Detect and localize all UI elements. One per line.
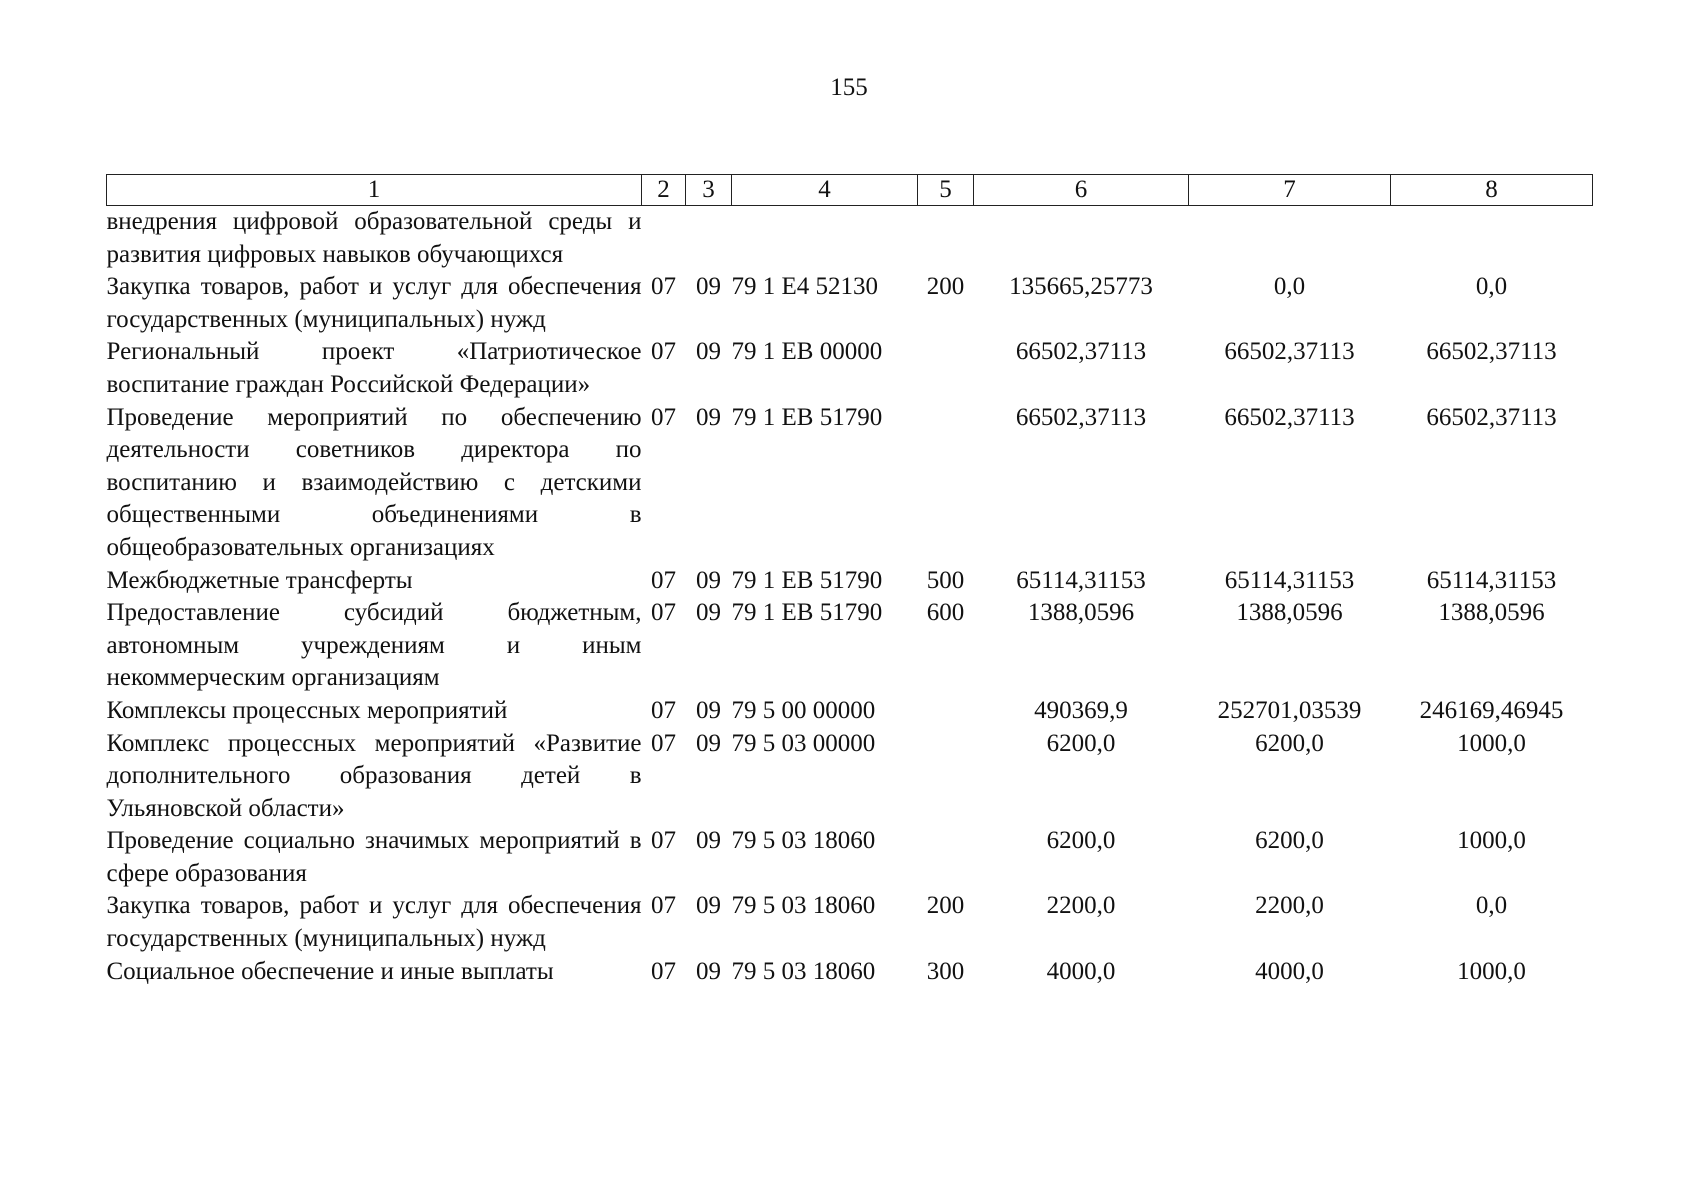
cell-section: 07 [651, 827, 676, 855]
cell-section: 07 [651, 403, 676, 431]
cell-amount-col6: 1388,0596 [1027, 599, 1135, 627]
cell-amount-col8: 0,0 [1475, 273, 1508, 301]
cell-amount-col6: 66502,37113 [1015, 403, 1147, 431]
table-row [107, 890, 1593, 955]
cell-section: 07 [651, 892, 676, 920]
table-row [107, 565, 1593, 598]
cell-section: 07 [651, 273, 676, 301]
cell-expense-type: 200 [926, 892, 965, 920]
cell-amount-col6: 66502,37113 [1015, 338, 1147, 366]
cell-section: 07 [651, 566, 676, 594]
cell-amount-col7: 252701,03539 [1217, 696, 1362, 724]
cell-expense-type [918, 728, 974, 826]
cell-expense-type: 500 [926, 566, 965, 594]
row-name: Проведение мероприятий по обеспечению деятельности советников директора по воспитанию и взаимодействию с детскими общественными объединениями в общеобразовательных организациях [106, 403, 642, 561]
cell-amount-col8: 66502,37113 [1426, 403, 1557, 431]
cell-amount-col8: 1000,0 [1457, 729, 1526, 757]
cell-subsection: 09 [696, 696, 721, 724]
cell-expense-type [918, 206, 974, 272]
cell-section: 07 [651, 696, 676, 724]
header-col-8: 8 [1391, 175, 1593, 206]
cell-expense-type [918, 402, 974, 565]
row-name: Социальное обеспечение и иные выплаты [106, 957, 554, 985]
cell-amount-col6: 65114,31153 [1016, 566, 1146, 594]
cell-expense-type [918, 825, 974, 890]
cell-section: 07 [651, 338, 676, 366]
table-row [107, 271, 1593, 336]
table-row [107, 956, 1593, 989]
cell-subsection: 09 [696, 599, 721, 627]
cell-subsection: 09 [696, 729, 721, 757]
cell-amount-col7: 1388,0596 [1236, 599, 1343, 627]
cell-amount-col7: 6200,0 [1255, 827, 1324, 855]
cell-amount-col7: 66502,37113 [1224, 338, 1355, 366]
header-col-1: 1 [107, 175, 642, 206]
cell-target-code: 79 5 00 00000 [731, 696, 876, 724]
budget-table [106, 174, 1593, 988]
cell-amount-col7: 65114,31153 [1224, 566, 1355, 594]
table-row [107, 206, 1593, 272]
cell-subsection: 09 [696, 892, 721, 920]
cell-target-code: 79 1 EB 51790 [731, 566, 883, 594]
cell-amount-col8: 66502,37113 [1426, 338, 1557, 366]
table-body [107, 206, 1593, 989]
cell-target-code: 79 1 EB 51790 [731, 599, 883, 627]
cell-expense-type: 200 [926, 273, 965, 301]
cell-target-code: 79 5 03 18060 [731, 827, 876, 855]
table-header-row [107, 175, 1593, 206]
header-col-5: 5 [918, 175, 974, 206]
cell-amount-col7: 4000,0 [1255, 957, 1324, 985]
cell-amount-col8: 1000,0 [1457, 957, 1526, 985]
cell-section: 07 [651, 729, 676, 757]
row-name: Проведение социально значимых мероприятий в сфере образования [106, 827, 642, 887]
cell-section: 07 [651, 957, 676, 985]
cell-target-code [732, 206, 918, 272]
page-number: 155 [830, 74, 868, 101]
cell-subsection: 09 [696, 566, 721, 594]
header-col-6: 6 [974, 175, 1189, 206]
cell-amount-col6: 6200,0 [1046, 827, 1116, 855]
cell-expense-type [918, 336, 974, 401]
table-row [107, 695, 1593, 728]
cell-amount-col8: 1388,0596 [1438, 599, 1545, 627]
cell-subsection: 09 [696, 827, 721, 855]
cell-amount-col8: 246169,46945 [1419, 696, 1564, 724]
table-row [107, 336, 1593, 401]
header-col-7: 7 [1189, 175, 1391, 206]
row-name: Комплекс процессных мероприятий «Развитие дополнительного образования детей в Ульяновской области» [106, 729, 642, 822]
row-name: внедрения цифровой образовательной среды и развития цифровых навыков обучающихся [106, 208, 642, 268]
cell-target-code: 79 1 EB 00000 [731, 338, 883, 366]
row-name: Закупка товаров, работ и услуг для обеспечения государственных (муниципальных) нужд [106, 273, 642, 333]
cell-subsection: 09 [696, 338, 721, 366]
cell-expense-type [918, 695, 974, 728]
header-col-2: 2 [642, 175, 686, 206]
cell-amount-col6 [974, 206, 1189, 272]
cell-amount-col8: 1000,0 [1457, 827, 1526, 855]
row-name: Межбюджетные трансферты [106, 566, 413, 594]
cell-target-code: 79 5 03 18060 [731, 957, 876, 985]
cell-subsection: 09 [696, 403, 721, 431]
cell-expense-type: 300 [926, 957, 965, 985]
cell-subsection [686, 206, 732, 272]
table-row [107, 597, 1593, 695]
cell-section: 07 [651, 599, 676, 627]
cell-amount-col7: 6200,0 [1255, 729, 1324, 757]
cell-amount-col8 [1391, 206, 1593, 272]
cell-amount-col6: 4000,0 [1046, 957, 1116, 985]
table-row [107, 728, 1593, 826]
header-col-3: 3 [686, 175, 732, 206]
cell-amount-col7: 2200,0 [1255, 892, 1324, 920]
row-name: Закупка товаров, работ и услуг для обеспечения государственных (муниципальных) нужд [106, 892, 642, 953]
cell-amount-col7 [1189, 206, 1391, 272]
cell-section [642, 206, 686, 272]
cell-amount-col8: 0,0 [1475, 892, 1508, 920]
cell-amount-col6: 135665,25773 [1009, 273, 1153, 301]
cell-target-code: 79 5 03 00000 [731, 729, 876, 757]
cell-subsection: 09 [696, 957, 721, 985]
cell-amount-col6: 6200,0 [1046, 729, 1116, 757]
cell-amount-col7: 66502,37113 [1224, 403, 1355, 431]
cell-amount-col7: 0,0 [1273, 273, 1306, 301]
row-name: Региональный проект «Патриотическое воспитание граждан Российской Федерации» [106, 338, 642, 398]
cell-target-code: 79 5 03 18060 [731, 892, 876, 920]
cell-amount-col8: 65114,31153 [1426, 566, 1557, 594]
cell-subsection: 09 [696, 273, 721, 301]
header-col-4: 4 [732, 175, 918, 206]
table-row [107, 402, 1593, 565]
row-name: Комплексы процессных мероприятий [106, 696, 508, 724]
cell-amount-col6: 2200,0 [1046, 892, 1116, 920]
cell-target-code: 79 1 E4 52130 [731, 273, 879, 301]
cell-expense-type: 600 [926, 599, 965, 627]
table-row [107, 825, 1593, 890]
cell-target-code: 79 1 EB 51790 [731, 403, 883, 431]
cell-amount-col6: 490369,9 [1034, 696, 1128, 724]
row-name: Предоставление субсидий бюджетным, автономным учреждениям и иным некоммерческим организациям [106, 599, 642, 692]
